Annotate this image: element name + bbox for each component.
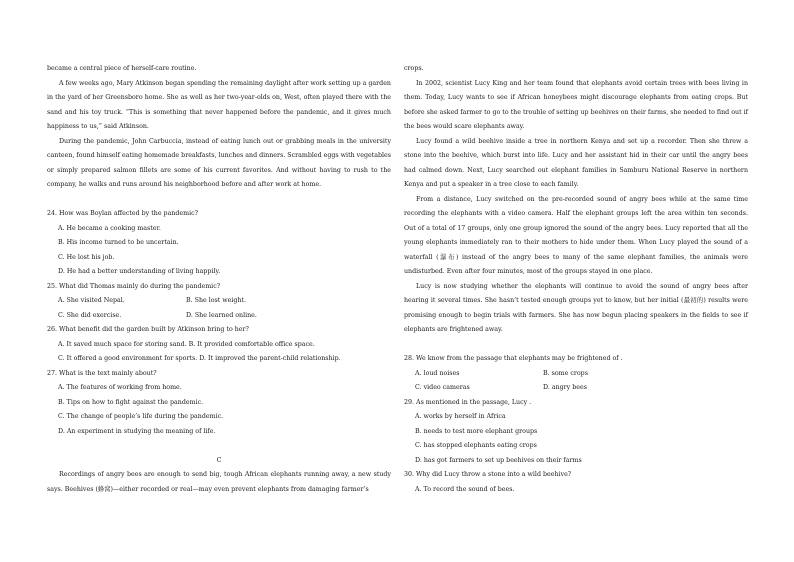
option-row-cd: C. It offered a good environment for sports. D. It improved the parent-child relationship.: [58, 355, 341, 362]
paragraph-studying: Lucy is now studying whether the elephants will continue to avoid the sound of angry bees after hearing it several times. She hasn’t tested enough groups yet to know, but her initial (最初的) results were promising enough to begin trials with farmers. She has now begun placing speakers in the fields to see if elephants are frightened away.: [404, 282, 748, 333]
option-a: A. He became a cooking master.: [58, 224, 161, 232]
option-a: A. She visited Nepal.: [58, 297, 125, 304]
option-b: B. some crops: [543, 369, 588, 377]
option-a: A. works by herself in Africa: [415, 413, 506, 420]
question-28: [404, 352, 748, 396]
option-c: C. He lost his job.: [58, 253, 115, 261]
question-stem: 25. What did Thomas mainly do during the pandemic?: [47, 282, 221, 290]
question-30: [404, 468, 748, 497]
option-b: B. His income turned to be uncertain.: [58, 239, 179, 246]
question-25: [47, 280, 391, 324]
paragraph-bees: Recordings of angry bees are enough to send big, tough African elephants running away, a new study says. Beehives (蜂窝)—either recorded or real—may even prevent elephants from damaging farmer’s: [47, 471, 391, 493]
option-b: B. She lost weight.: [186, 297, 247, 304]
left-column: [47, 62, 391, 497]
question-26: [47, 323, 391, 367]
option-c: C. video cameras: [415, 384, 470, 391]
option-d: D. He had a better understanding of living happily.: [58, 268, 221, 275]
option-c: C. The change of people’s life during the pandemic.: [58, 413, 224, 420]
option-a: A. The features of working from home.: [58, 384, 182, 391]
right-column: [404, 62, 748, 497]
option-row-ab: A. It saved much space for storing sand. B. It provided comfortable office space.: [58, 340, 315, 348]
question-stem: 30. Why did Lucy throw a stone into a wild beehive?: [404, 471, 572, 478]
question-stem: 28. We know from the passage that elephants may be frightened of .: [404, 355, 623, 362]
option-b: B. needs to test more elephant groups: [415, 427, 538, 435]
question-stem: 29. As mentioned in the passage, Lucy .: [404, 398, 532, 406]
paragraph-atkinson: A few weeks ago, Mary Atkinson began spending the remaining daylight after work setting up a garden in the yard of her Greensboro home. She as well as her two-year-olds on, West, often played there with the sand and his toy truck. “This is something that never happened before the pandemic, and it gives much happiness to us,” said Atkinson.: [47, 79, 391, 130]
paragraph-2002: In 2002, scientist Lucy King and her team found that elephants avoid certain trees with bees living in them. Today, Lucy wants to see if African honeybees might discourage elephants from eating crops. But before she asked farmer to go to the trouble of setting up beehives on their farms, she needed to find out if the bees would scare elephants away.: [404, 79, 748, 130]
question-stem: 26. What benefit did the garden built by Atkinson bring to her?: [47, 326, 249, 333]
option-c: C. She did exercise.: [58, 311, 122, 319]
paragraph-distance: From a distance, Lucy switched on the pre-recorded sound of angry bees while at the same time recording the elephants with a video camera. Half the elephant groups left the area within ten seconds. Out of a total of 17 groups, only one group ignored the sound of the angry bees. Lucy reported that all the young elephants immediately ran to their mothers to hide under them. When Lucy played the sound of a waterfall (瀑布) instead of the angry bees to many of the same elephant families, the animals were undisturbed. Even after four minutes, most of the groups stayed in one place.: [404, 195, 748, 275]
option-d: D. has got farmers to set up beehives on their farms: [415, 456, 582, 464]
option-d: D. She learned online.: [186, 311, 257, 319]
intro-tail: became a central piece of herself-care routine.: [47, 65, 197, 72]
section-c-title: C: [216, 456, 222, 464]
option-d: D. An experiment in studying the meaning of life.: [58, 427, 216, 435]
question-stem: 27. What is the text mainly about?: [47, 369, 157, 377]
option-a: A. loud noises: [415, 369, 460, 377]
option-c: C. has stopped elephants eating crops: [415, 442, 537, 449]
option-a: A. To record the sound of bees.: [415, 485, 515, 493]
crops-tail: crops.: [404, 65, 424, 72]
paragraph-john: During the pandemic, John Carbuccia, instead of eating lunch out or grabbing meals in the university canteen, found himself eating homemade breakfasts, lunches and dinners. Scrambled eggs with vegetables or simply prepared salmon fillets are some of his current favorites. And without having to rush to the company, he walks and runs around his neighborhood before and after work at home.: [47, 137, 391, 188]
question-29: [404, 396, 748, 469]
paragraph-found-beehive: Lucy found a wild beehive inside a tree in northern Kenya and set up a recorder. Then she threw a stone into the beehive, which burst into life. Lucy and her assistant hid in their car until the angry bees had calmed down. Next, Lucy searched out elephant families in Samburu National Reserve in northern Kenya and put a speaker in a tree close to each family.: [404, 137, 748, 188]
question-24: [47, 207, 391, 280]
question-27: [47, 367, 391, 440]
option-d: D. angry bees: [543, 384, 587, 391]
option-b: B. Tips on how to fight against the pandemic.: [58, 398, 204, 406]
question-stem: 24. How was Boylan affected by the pandemic?: [47, 210, 199, 217]
